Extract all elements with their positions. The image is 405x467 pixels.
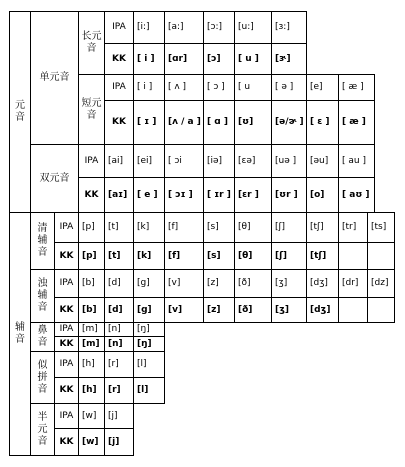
semivowel-header (30, 403, 55, 456)
diphthong-ipa-cell: [əu] (306, 144, 339, 178)
voiced-consonant-kk-cell: [ʒ] (271, 297, 307, 323)
diphthong-kk-cell: [ ɪr ] (203, 177, 235, 213)
voiced-consonant-ipa-cell: [b] (78, 269, 105, 298)
voiceless-consonant-kk-cell: [θ] (234, 242, 272, 270)
voiced-consonant-header (30, 269, 55, 323)
nasal-kk-cell: [n] (104, 336, 134, 352)
diphthong-kk-cell: [o] (306, 177, 339, 213)
voiced-consonant-ipa-cell: [dʒ] (306, 269, 339, 298)
diphthong-ipa-cell: [ au ] (338, 144, 375, 178)
voiced-consonant-ipa-cell: [dz] (367, 269, 395, 298)
voiceless-consonant-kk-cell: [p] (78, 242, 105, 270)
kk-label: KK (54, 297, 79, 323)
long-vowel-ipa-cell: [u:] (234, 11, 272, 44)
long-vowel-header-text: 长元音 (81, 31, 102, 54)
nasal-ipa-cell: [n] (104, 322, 134, 337)
short-vowel-ipa-cell: [ æ ] (338, 74, 375, 101)
diphthong-ipa-cell: [ai] (104, 144, 134, 178)
voiceless-consonant-kk-cell: [tʃ] (306, 242, 339, 270)
voiced-consonant-header-text: 浊辅音 (37, 278, 48, 313)
long-vowel-ipa-cell: [i:] (133, 11, 165, 44)
semivowel-header-text: 半元音 (37, 411, 48, 447)
short-vowel-kk-cell: [ʌ / a ] (164, 100, 204, 145)
short-vowel-kk-cell: [ æ ] (338, 100, 375, 145)
diphthong-kk-cell: [ɛr ] (234, 177, 272, 213)
liquid-header (30, 351, 55, 404)
kk-label: KK (54, 242, 79, 270)
liquid-kk-cell: [r] (104, 377, 134, 404)
kk-label: KK (54, 336, 79, 352)
short-vowel-header (78, 74, 105, 145)
long-vowel-ipa-cell: [ɔ:] (203, 11, 235, 44)
nasal-kk-cell: [m] (78, 336, 105, 352)
kk-label: KK (78, 177, 105, 213)
voiceless-consonant-kk-cell: [s] (203, 242, 235, 270)
voiced-consonant-ipa-cell: [ʒ] (271, 269, 307, 298)
ipa-label: IPA (104, 74, 134, 101)
semivowel-ipa-cell: [w] (78, 403, 105, 429)
ipa-label: IPA (54, 351, 79, 378)
voiceless-consonant-ipa-cell: [θ] (234, 212, 272, 243)
diphthong-ipa-cell: [uə ] (271, 144, 307, 178)
long-vowel-ipa-cell: [ɜ:] (271, 11, 307, 44)
voiceless-consonant-ipa-cell: [p] (78, 212, 105, 243)
diphthong-kk-cell: [aɪ] (104, 177, 134, 213)
short-vowel-ipa-cell: [e] (306, 74, 339, 101)
voiced-consonant-kk-cell: [g] (133, 297, 165, 323)
long-vowel-kk-cell: [ɑr] (164, 43, 204, 75)
short-vowel-kk-cell: [ə/ɚ ] (271, 100, 307, 145)
nasal-ipa-cell: [ŋ] (133, 322, 165, 337)
voiceless-consonant-ipa-cell: [k] (133, 212, 165, 243)
kk-label: KK (54, 428, 79, 456)
voiceless-consonant-kk-cell: [ʃ] (271, 242, 307, 270)
ipa-label: IPA (54, 269, 79, 298)
diphthong-ipa-cell: [ɛə] (234, 144, 272, 178)
voiced-consonant-kk-cell: [ð] (234, 297, 272, 323)
voiceless-consonant-ipa-cell: [ts] (367, 212, 395, 243)
ipa-label: IPA (54, 322, 79, 337)
voiceless-consonant-ipa-cell: [tʃ] (306, 212, 339, 243)
short-vowel-ipa-cell: [ u (234, 74, 272, 101)
voiceless-consonant-ipa-cell: [f] (164, 212, 204, 243)
voiceless-consonant-kk-cell (367, 242, 395, 270)
diphthong-kk-cell: [ʊr ] (271, 177, 307, 213)
voiced-consonant-ipa-cell: [v] (164, 269, 204, 298)
voiced-consonant-ipa-cell: [dr] (338, 269, 368, 298)
diphthong-kk-cell: [ aʊ ] (338, 177, 375, 213)
vowel-header-text: 元音 (15, 100, 25, 123)
voiceless-consonant-header-text: 清辅音 (37, 223, 48, 258)
voiceless-consonant-ipa-cell: [tr] (338, 212, 368, 243)
voiceless-consonant-ipa-cell: [t] (104, 212, 134, 243)
long-vowel-ipa-cell: [a:] (164, 11, 204, 44)
long-vowel-kk-cell: [ɝ] (271, 43, 307, 75)
liquid-ipa-cell: [h] (78, 351, 105, 378)
short-vowel-kk-cell: [ ɑ ] (203, 100, 235, 145)
voiceless-consonant-ipa-cell: [ʃ] (271, 212, 307, 243)
short-vowel-kk-cell: [ ɛ ] (306, 100, 339, 145)
short-vowel-header-text: 短元音 (81, 97, 102, 121)
ipa-label: IPA (78, 144, 105, 178)
voiced-consonant-kk-cell: [b] (78, 297, 105, 323)
semivowel-ipa-cell: [j] (104, 403, 134, 429)
short-vowel-ipa-cell: [ ɔ ] (203, 74, 235, 101)
voiceless-consonant-kk-cell (338, 242, 368, 270)
nasal-kk-cell: [ŋ] (133, 336, 165, 352)
voiceless-consonant-kk-cell: [t] (104, 242, 134, 270)
ipa-label: IPA (54, 212, 79, 243)
nasal-header-text: 鼻音 (37, 325, 48, 348)
voiced-consonant-ipa-cell: [g] (133, 269, 165, 298)
diphthong-ipa-cell: [ei] (133, 144, 165, 178)
long-vowel-kk-cell: [ɔ] (203, 43, 235, 75)
ipa-label: IPA (104, 11, 134, 44)
vowel-header (9, 11, 31, 213)
ipa-label: IPA (54, 403, 79, 429)
voiceless-consonant-header (30, 212, 55, 270)
nasal-ipa-cell: [m] (78, 322, 105, 337)
diphthong-ipa-cell: [iə] (203, 144, 235, 178)
liquid-ipa-cell: [l] (133, 351, 165, 378)
voiceless-consonant-ipa-cell: [s] (203, 212, 235, 243)
short-vowel-kk-cell: [ʊ] (234, 100, 272, 145)
voiced-consonant-kk-cell: [v] (164, 297, 204, 323)
voiced-consonant-kk-cell: [z] (203, 297, 235, 323)
liquid-ipa-cell: [r] (104, 351, 134, 378)
semivowel-kk-cell: [j] (104, 428, 134, 456)
diphthong-header: 双元音 (30, 144, 79, 213)
nasal-header (30, 322, 55, 352)
consonant-header (9, 212, 31, 456)
kk-label: KK (104, 43, 134, 75)
kk-label: KK (104, 100, 134, 145)
long-vowel-header (78, 11, 105, 75)
short-vowel-kk-cell: [ ɪ ] (133, 100, 165, 145)
short-vowel-ipa-cell: [ i ] (133, 74, 165, 101)
voiced-consonant-ipa-cell: [z] (203, 269, 235, 298)
voiced-consonant-kk-cell (338, 297, 368, 323)
diphthong-kk-cell: [ ɔɪ ] (164, 177, 204, 213)
voiced-consonant-kk-cell: [d] (104, 297, 134, 323)
short-vowel-ipa-cell: [ ʌ ] (164, 74, 204, 101)
voiceless-consonant-kk-cell: [k] (133, 242, 165, 270)
voiceless-consonant-kk-cell: [f] (164, 242, 204, 270)
voiced-consonant-kk-cell: [dʒ] (306, 297, 339, 323)
liquid-kk-cell: [l] (133, 377, 165, 404)
long-vowel-kk-cell: [ i ] (133, 43, 165, 75)
diphthong-ipa-cell: [ ɔi (164, 144, 204, 178)
voiced-consonant-kk-cell (367, 297, 395, 323)
consonant-header-text: 辅音 (15, 322, 25, 345)
diphthong-kk-cell: [ e ] (133, 177, 165, 213)
liquid-kk-cell: [h] (78, 377, 105, 404)
kk-label: KK (54, 377, 79, 404)
monophthong-header: 单元音 (30, 11, 79, 145)
voiced-consonant-ipa-cell: [ð] (234, 269, 272, 298)
semivowel-kk-cell: [w] (78, 428, 105, 456)
short-vowel-ipa-cell: [ ə ] (271, 74, 307, 101)
long-vowel-kk-cell: [ u ] (234, 43, 272, 75)
liquid-header-text: 似拼音 (37, 359, 48, 395)
voiced-consonant-ipa-cell: [d] (104, 269, 134, 298)
